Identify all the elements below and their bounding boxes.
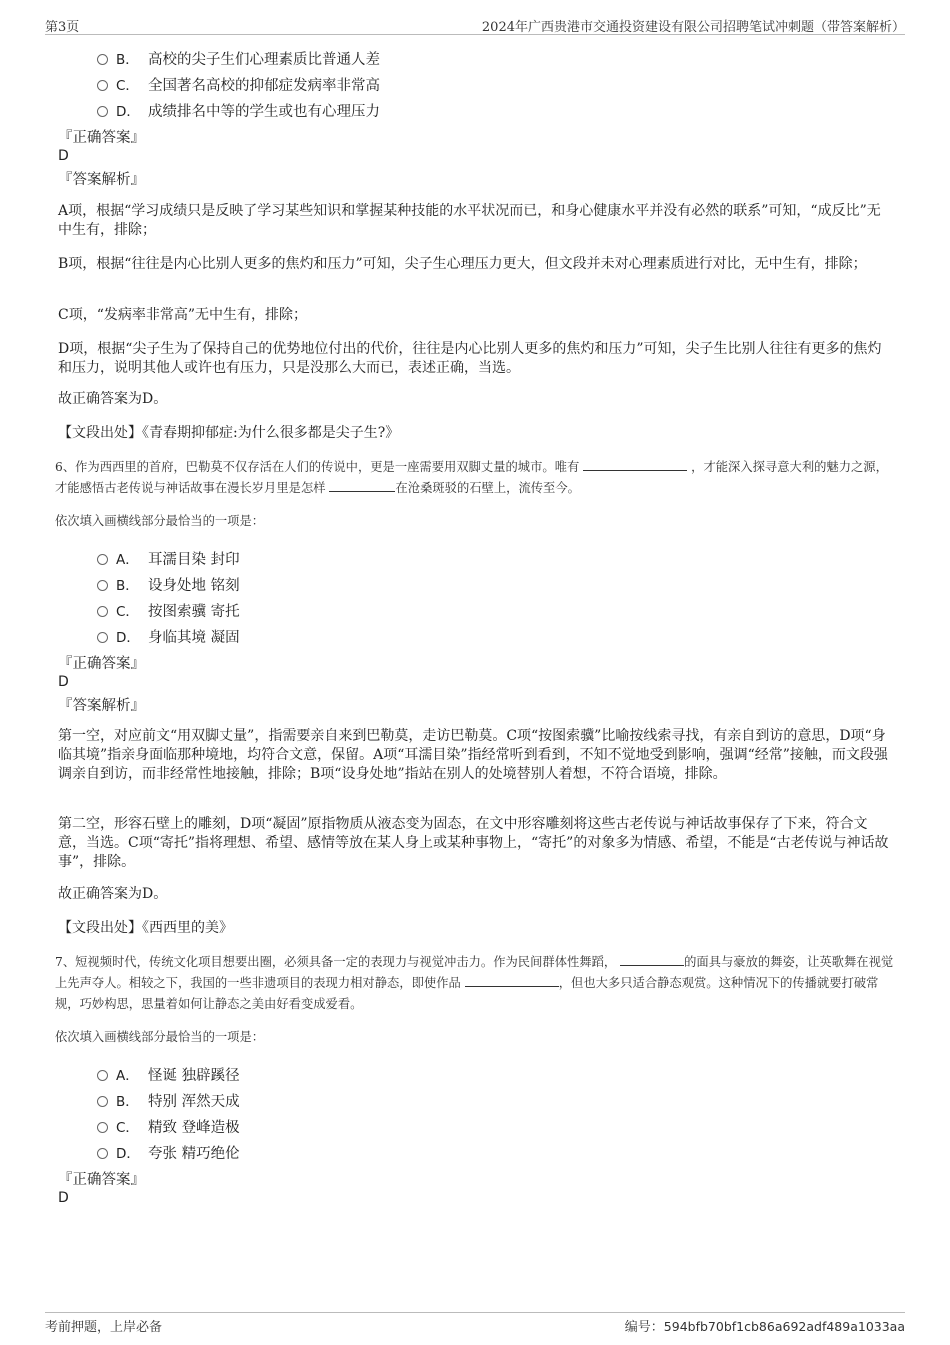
q6-analysis-label: 『答案解析』 [58,698,145,714]
radio-icon[interactable] [97,554,108,565]
q7-answer: D [58,1190,69,1206]
q5-option-b[interactable]: B． 高校的尖子生们心理素质比普通人差 [97,48,380,68]
q6-source: 【文段出处】《西西里的美》 [58,920,233,936]
q5-correct-answer-label: 『正确答案』 [58,130,145,146]
q7-option-a[interactable]: A． 怪诞 独辟蹊径 [97,1064,240,1084]
q5-analysis-c: C项，“发病率非常高”无中生有，排除； [58,307,308,323]
q7-option-c[interactable]: C． 精致 登峰造极 [97,1116,240,1136]
blank-2 [329,479,395,492]
page-header [45,14,905,35]
radio-icon[interactable] [97,1070,108,1081]
footer-slogan: 考前押题，上岸必备 [45,1320,163,1335]
radio-icon[interactable] [97,54,108,65]
q5-conclusion: 故正确答案为D。 [58,391,168,407]
radio-icon[interactable] [97,580,108,591]
q7-option-d[interactable]: D． 夸张 精巧绝伦 [97,1142,240,1162]
q7-correct-answer-label: 『正确答案』 [58,1172,145,1188]
q7-stem: 7、短视频时代，传统文化项目想要出圈，必须具备一定的表现力与视觉冲击力。作为民间群体性舞蹈， 的面具与豪放的舞姿，让英歌舞在视觉上先声夺人。相较之下，我国的一些非遗项目的表现力相对静态，即使作品 ，但也大多只适合静态观赏。这种情况下的传播就要打破常规，巧妙构思，思量着如何让静态之美由好看变成爱看。 [55,955,894,1011]
q5-analysis-a: A项，根据“学习成绩只是反映了学习某些知识和掌握某种技能的水平状况而已，和身心健康水平并没有必然的联系”可知，“成反比”无中生有，排除； [58,203,881,238]
q5-answer: D [58,148,69,164]
q5-option-c[interactable]: C． 全国著名高校的抑郁症发病率非常高 [97,74,380,94]
q6-stem: 6、作为西西里的首府，巴勒莫不仅存活在人们的传说中，更是一座需要用双脚丈量的城市。唯有 ，才能深入探寻意大利的魅力之源，才能感悟古老传说与神话故事在漫长岁月里是怎样 在沧桑斑驳的石壁上，流传至今。 [55,460,888,495]
radio-icon[interactable] [97,80,108,91]
q5-option-d[interactable]: D． 成绩排名中等的学生或也有心理压力 [97,100,380,120]
blank-1 [620,953,684,966]
q6-analysis-1: 第一空，对应前文“用双脚丈量”，指需要亲自来到巴勒莫，走访巴勒莫。C项“按图索骥”比喻按线索寻找，有亲自到访的意思，D项“身临其境”指亲身面临那种境地，均符合文意，保留。A项“耳濡目染”指经常听到看到，不知不觉地受到影响，强调“经常”接触，而文段强调亲自到访，而非经常性地接触，排除；B项“设身处地”指站在别人的处境替别人着想，不符合语境，排除。 [58,728,888,782]
page-footer [45,1312,905,1335]
q5-analysis-d: D项，根据“尖子生为了保持自己的优势地位付出的代价，往往是内心比别人更多的焦灼和压力”可知，尖子生比别人往往有更多的焦灼和压力，说明其他人或许也有压力，只是没那么大而已，表述正确，当选。 [58,341,882,376]
q6-option-c[interactable]: C． 按图索骥 寄托 [97,600,240,620]
q5-source: 【文段出处】《青春期抑郁症:为什么很多都是尖子生?》 [58,425,400,441]
radio-icon[interactable] [97,606,108,617]
document-title: 2024年广西贵港市交通投资建设有限公司招聘笔试冲刺题（带答案解析） [481,20,905,35]
q6-option-d[interactable]: D． 身临其境 凝固 [97,626,240,646]
q6-answer: D [58,674,69,690]
radio-icon[interactable] [97,106,108,117]
q6-prompt: 依次填入画横线部分最恰当的一项是： [55,514,265,528]
q5-analysis-b: B项，根据“往往是内心比别人更多的焦灼和压力”可知，尖子生心理压力更大，但文段并未对心理素质进行对比，无中生有，排除； [58,256,867,272]
q7-option-b[interactable]: B． 特别 浑然天成 [97,1090,240,1110]
radio-icon[interactable] [97,1122,108,1133]
q6-option-b[interactable]: B． 设身处地 铭刻 [97,574,240,594]
radio-icon[interactable] [97,632,108,643]
radio-icon[interactable] [97,1096,108,1107]
q6-option-a[interactable]: A． 耳濡目染 封印 [97,548,240,568]
blank-2 [465,974,559,987]
q7-prompt: 依次填入画横线部分最恰当的一项是： [55,1030,265,1044]
radio-icon[interactable] [97,1148,108,1159]
blank-1 [583,458,687,471]
q5-analysis-label: 『答案解析』 [58,172,145,188]
document-code: 编号：594bfb70bf1cb86a692adf489a1033aa [624,1319,905,1335]
q6-correct-answer-label: 『正确答案』 [58,656,145,672]
q6-conclusion: 故正确答案为D。 [58,886,168,902]
q6-analysis-2: 第二空，形容石壁上的雕刻，D项“凝固”原指物质从液态变为固态，在文中形容雕刻将这些古老传说与神话故事保存了下来，符合文意，当选。C项“寄托”指将理想、希望、感情等放在某人身上或某种事物上，“寄托”的对象多为情感、希望，不能是“古老传说与神话故事”，排除。 [58,816,889,870]
page-number: 第3页 [45,20,80,35]
